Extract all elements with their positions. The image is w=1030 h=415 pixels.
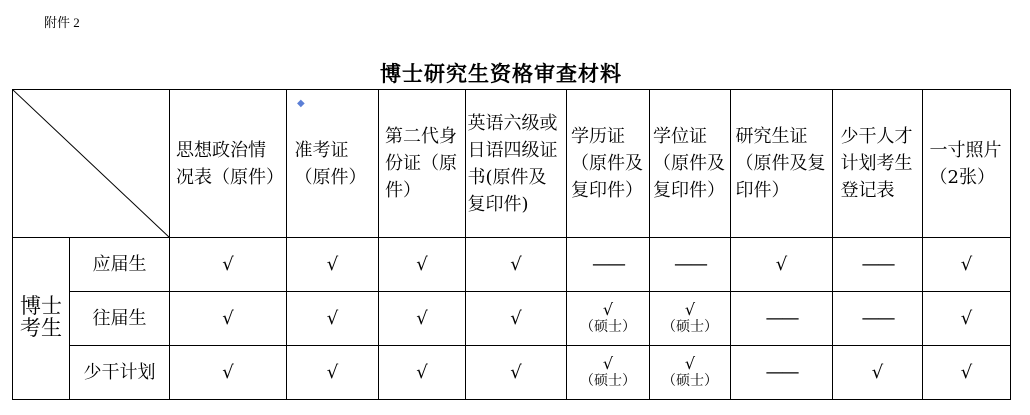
dash-mark: ——: [833, 292, 923, 346]
materials-table: [12, 89, 1011, 400]
corner-diagonal: [13, 90, 170, 238]
check-mark: √: [287, 346, 379, 400]
dash-mark: ——: [567, 238, 650, 292]
check-master-cell: [567, 292, 650, 346]
document-title: 博士研究生资格审查材料: [380, 61, 622, 86]
check-mark: √: [170, 238, 287, 292]
header-degree-cert: 学位证（原件及复印件）: [650, 90, 731, 238]
decor-diamond-icon: ◆: [297, 98, 305, 109]
check-mark: √: [923, 346, 1011, 400]
header-minority-plan-form: 少干人才计划考生登记表: [833, 90, 923, 238]
header-id-card: 第二代身份证（原件）: [379, 90, 466, 238]
header-admission-ticket: 准考证（原件）: [287, 90, 379, 238]
table-row: [13, 238, 1011, 292]
check-mark: √: [923, 292, 1011, 346]
check-mark: √: [379, 238, 466, 292]
master-note: （硕士）: [580, 372, 636, 389]
corner-cell: [13, 90, 170, 238]
header-photos: 一寸照片（2张）: [923, 90, 1011, 238]
dash-mark: ——: [650, 238, 731, 292]
check-master-cell: [650, 292, 731, 346]
dash-mark: ——: [833, 238, 923, 292]
header-political-form: 思想政治情况表（原件）: [170, 90, 287, 238]
check-mark: √: [923, 238, 1011, 292]
check-mark: √: [170, 292, 287, 346]
header-student-card: 研究生证（原件及复印件）: [731, 90, 833, 238]
dash-mark: ——: [731, 346, 833, 400]
check-mark: √: [379, 346, 466, 400]
check-mark: √: [170, 346, 287, 400]
row-label: 少干计划: [70, 346, 170, 400]
check-mark: √: [602, 353, 614, 373]
check-mark: √: [731, 238, 833, 292]
check-mark: √: [466, 238, 567, 292]
master-note: （硕士）: [662, 318, 718, 335]
row-label: 往届生: [70, 292, 170, 346]
check-mark: √: [833, 346, 923, 400]
dash-mark: ——: [731, 292, 833, 346]
check-master-cell: [567, 346, 650, 400]
master-note: （硕士）: [662, 372, 718, 389]
header-education-cert: 学历证（原件及复印件）: [567, 90, 650, 238]
header-row: [13, 90, 1011, 238]
master-note: （硕士）: [580, 318, 636, 335]
group-label: 博士考生: [20, 293, 62, 340]
check-mark: √: [466, 346, 567, 400]
check-mark: √: [684, 299, 696, 319]
check-mark: √: [466, 292, 567, 346]
group-label-cell: [13, 238, 70, 400]
check-mark: √: [684, 353, 696, 373]
check-mark: √: [287, 238, 379, 292]
check-mark: √: [602, 299, 614, 319]
header-language-cert: 英语六级或日语四级证书(原件及复印件): [466, 90, 567, 238]
table-row: [13, 292, 1011, 346]
attachment-label: 附件 2: [44, 15, 80, 30]
check-master-cell: [650, 346, 731, 400]
row-label: 应届生: [70, 238, 170, 292]
check-mark: √: [379, 292, 466, 346]
table-row: [13, 346, 1011, 400]
check-mark: √: [287, 292, 379, 346]
